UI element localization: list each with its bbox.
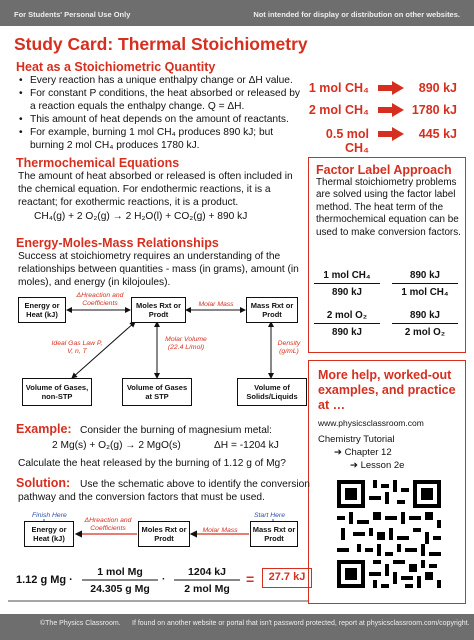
mass-box: Mass Rxt or Prodt [246, 297, 298, 323]
distribution-notice: Not intended for display or distribution on other websites. [253, 10, 460, 19]
bullet-item: • This amount of heat depends on the amount of reactants. [18, 113, 308, 126]
relationships-text: Success at stoichiometry requires an understanding of the relationships between quantities - mass (in grams), amount (in moles), and energy (in kilojoules). [18, 251, 299, 288]
tutorial-label: Chemistry Tutorial [318, 434, 395, 445]
report-text: If found on another website or portal that isn't password protected, report at physicsclassroom.com/copyright. [132, 620, 470, 627]
website-link[interactable]: www.physicsclassroom.com [318, 418, 424, 428]
ideal-gas-label: Ideal Gas Law P, V, n, T [51, 340, 103, 355]
example-heading: Example: [16, 422, 72, 436]
lesson-label: ➔ Lesson 2e [350, 460, 405, 471]
factor1-denominator: 24.305 g Mg [90, 583, 150, 595]
example-delta-h: ΔH = -1204 kJ [214, 440, 279, 451]
solution-text: Use the schematic above to identify the conversion pathway and the conversion factors that must be used. [18, 479, 310, 503]
solution-mass-box: Mass Rxt or Prodt [250, 521, 298, 547]
example-equation: 2 Mg(s) + O₂(g) → 2 MgO(s) [52, 440, 181, 451]
gas-stp-box: Volume of Gases at STP [122, 378, 192, 406]
factor1-numerator: 1 mol Mg [97, 566, 143, 578]
qr-code-icon[interactable] [337, 480, 441, 588]
energy-amount: 890 kJ [418, 81, 457, 95]
factor-label-heading: Factor Label Approach [316, 163, 452, 177]
solution-energy-box: Energy or Heat (kJ) [24, 521, 74, 547]
solids-liquids-box: Volume of Solids/Liquids [237, 378, 307, 406]
chapter-label: ➔ Chapter 12 [334, 447, 392, 458]
solution-moles-box: Moles Rxt or Prodt [138, 521, 190, 547]
energy-heat-box: Energy or Heat (kJ) [18, 297, 66, 323]
factor-label-text: Thermal stoichiometry problems are solved using the factor label method. The heat term of the thermochemical equation can be used to make conversion factors. [316, 177, 461, 238]
moles-amount: 0.5 mol CH₄ [325, 127, 369, 155]
moles-amount: 2 mol CH₄ [308, 103, 369, 117]
factor-numerator: 890 kJ [392, 270, 458, 284]
factor-numerator: 1 mol CH₄ [314, 270, 380, 284]
personal-use-notice: For Students' Personal Use Only [14, 10, 131, 19]
factor-denominator: 1 mol CH₄ [401, 287, 449, 298]
finish-here-label: Finish Here [32, 512, 67, 519]
example-intro: Consider the burning of magnesium metal: [80, 425, 272, 436]
bullet-item: • For example, burning 1 mol CH₄ produces 890 kJ; but burning 2 mol CH₄ produces 1780 kJ. [18, 126, 308, 152]
energy-amount: 1780 kJ [411, 103, 457, 117]
factor2-numerator: 1204 kJ [188, 566, 226, 578]
example-question: Calculate the heat released by the burning of 1.12 g of Mg? [18, 458, 286, 469]
bullet-item: • For constant P conditions, the heat absorbed or released by a reaction equals the enthalpy change. Q = ΔH. [18, 87, 308, 113]
solution-molar-mass-label: Molar Mass [202, 527, 238, 534]
copyright-text: ©The Physics Classroom. [40, 620, 121, 627]
delta-h-label: ΔHreaction and Coefficients [76, 292, 124, 307]
factor-numerator: 2 mol O₂ [314, 310, 380, 324]
molar-mass-label: Molar Mass [198, 301, 234, 308]
thermochem-equation: CH₄(g) + 2 O₂(g) → 2 H₂O(l) + CO₂(g) + 890 kJ [34, 211, 248, 222]
moles-box: Moles Rxt or Prodt [131, 297, 186, 323]
molar-volume-label: Molar Volume (22.4 L/mol) [165, 336, 207, 351]
relationships-heading: Energy-Moles-Mass Relationships [16, 236, 219, 250]
factor-denominator: 890 kJ [332, 327, 362, 338]
page-title: Study Card: Thermal Stoichiometry [14, 34, 308, 54]
calc-start-text: 1.12 g Mg [16, 574, 67, 586]
footer-bar [0, 614, 474, 640]
solution-heading: Solution: [16, 476, 71, 490]
thermochem-text: The amount of heat absorbed or released is often included in the chemical equation. For endothermic reactions, it is a reactant; for exothermic reactions, it is a product. [18, 171, 293, 208]
more-help-heading: More help, worked-out examples, and practice at … [318, 368, 456, 412]
density-label: Density (g/mL) [277, 340, 301, 355]
heat-section-heading: Heat as a Stoichiometric Quantity [16, 60, 216, 74]
start-here-label: Start Here [254, 512, 285, 519]
multiply-dot: · [162, 574, 166, 585]
solution-delta-h-label: ΔHreaction and Coefficients [84, 517, 132, 532]
factor-numerator: 890 kJ [392, 310, 458, 324]
moles-amount: 1 mol CH₄ [308, 81, 369, 95]
energy-amount: 445 kJ [418, 127, 457, 141]
thermochem-heading: Thermochemical Equations [16, 156, 180, 170]
calc-start-value: 1.12 g Mg · [16, 574, 73, 586]
equals-sign: = [246, 571, 255, 587]
gas-nonstp-box: Volume of Gases, non-STP [22, 378, 92, 406]
factor-denominator: 890 kJ [332, 287, 362, 298]
bullet-item: • Every reaction has a unique enthalpy change or ΔH value. [18, 74, 308, 87]
factor2-denominator: 2 mol Mg [184, 583, 230, 595]
factor-denominator: 2 mol O₂ [404, 327, 446, 338]
answer-box: 27.7 kJ [262, 568, 312, 588]
